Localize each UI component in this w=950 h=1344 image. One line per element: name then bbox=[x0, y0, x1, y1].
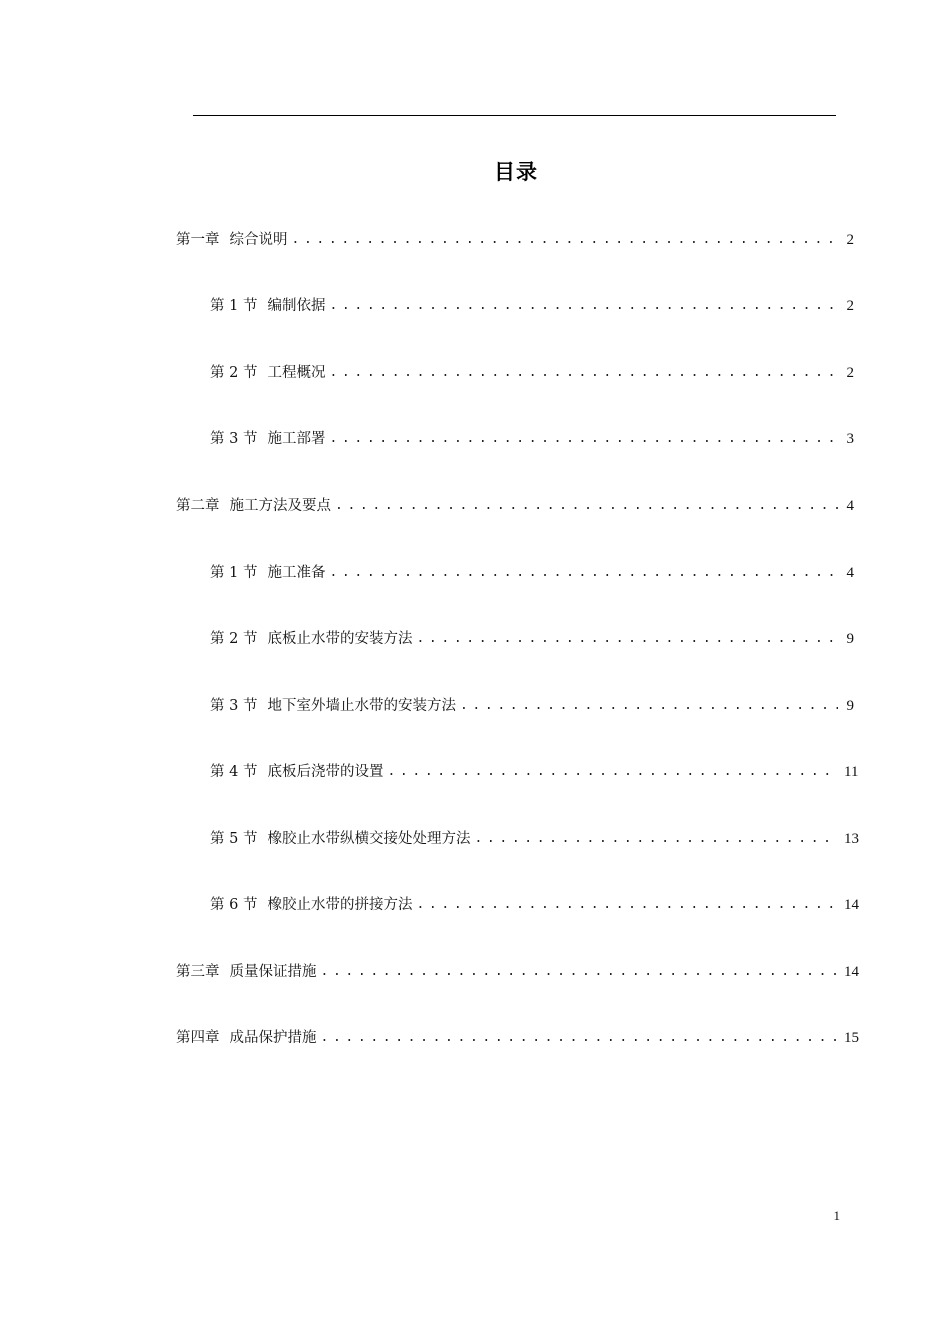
toc-entry-page: 14 bbox=[844, 897, 859, 913]
toc-entry-page: 3 bbox=[846, 431, 854, 447]
dot-leader bbox=[329, 428, 838, 450]
dot-leader bbox=[329, 562, 838, 584]
toc-entry-label: 第 4 节 bbox=[210, 764, 258, 780]
toc-entry-label: 第 5 节 bbox=[210, 831, 258, 847]
toc-entry-chapter-2[interactable] bbox=[176, 495, 854, 517]
toc-entry-title: 质量保证措施 bbox=[229, 964, 317, 980]
toc-entry-section-2-5[interactable] bbox=[210, 828, 859, 850]
toc-entry-page: 13 bbox=[844, 831, 859, 847]
toc-entry-page: 2 bbox=[846, 232, 854, 248]
dot-leader bbox=[387, 761, 838, 783]
toc-entry-section-2-3[interactable] bbox=[210, 695, 854, 717]
page-title: 目录 bbox=[494, 160, 538, 184]
toc-entry-label: 第 1 节 bbox=[210, 565, 258, 581]
toc-entry-label: 第 6 节 bbox=[210, 897, 258, 913]
toc-entry-page: 9 bbox=[846, 698, 854, 714]
toc-entry-title: 工程概况 bbox=[267, 365, 326, 381]
toc-entry-label: 第 3 节 bbox=[210, 698, 258, 714]
toc-entry-page: 9 bbox=[846, 631, 854, 647]
toc-entry-page: 14 bbox=[844, 964, 859, 980]
toc-entry-page: 2 bbox=[846, 365, 854, 381]
toc-entry-label: 第 2 节 bbox=[210, 631, 258, 647]
toc-entry-section-1-1[interactable] bbox=[210, 295, 854, 317]
toc-entry-title: 综合说明 bbox=[229, 232, 288, 248]
toc-entry-label: 第四章 bbox=[176, 1030, 220, 1046]
toc-entry-label: 第一章 bbox=[176, 232, 220, 248]
toc-entry-page: 11 bbox=[844, 764, 859, 780]
toc-entry-page: 4 bbox=[846, 565, 854, 581]
toc-entry-page: 2 bbox=[846, 298, 854, 314]
toc-entry-title: 施工准备 bbox=[267, 565, 326, 581]
dot-leader bbox=[292, 229, 839, 251]
toc-entry-page: 15 bbox=[844, 1030, 859, 1046]
page-number: 1 bbox=[833, 1208, 840, 1223]
toc-entry-chapter-1[interactable] bbox=[176, 229, 854, 251]
toc-entry-section-2-2[interactable] bbox=[210, 628, 854, 650]
header-rule bbox=[193, 115, 836, 116]
toc-entry-section-2-4[interactable] bbox=[210, 761, 859, 783]
dot-leader bbox=[321, 1027, 839, 1049]
toc-entry-title: 底板止水带的安装方法 bbox=[267, 631, 413, 647]
toc-entry-title: 编制依据 bbox=[267, 298, 326, 314]
toc-entry-title: 地下室外墙止水带的安装方法 bbox=[267, 698, 456, 714]
toc-entry-label: 第 1 节 bbox=[210, 298, 258, 314]
toc-entry-label: 第 3 节 bbox=[210, 431, 258, 447]
toc-entry-title: 底板后浇带的设置 bbox=[267, 764, 384, 780]
dot-leader bbox=[329, 295, 838, 317]
dot-leader bbox=[460, 695, 838, 717]
toc-entry-title: 成品保护措施 bbox=[229, 1030, 317, 1046]
toc-entry-section-1-2[interactable] bbox=[210, 362, 854, 384]
toc-entry-label: 第三章 bbox=[176, 964, 220, 980]
toc-entry-chapter-4[interactable] bbox=[176, 1027, 859, 1049]
toc-entry-title: 施工部署 bbox=[267, 431, 326, 447]
toc-entry-section-2-1[interactable] bbox=[210, 562, 854, 584]
toc-entry-section-2-6[interactable] bbox=[210, 894, 859, 916]
dot-leader bbox=[335, 495, 838, 517]
dot-leader bbox=[329, 362, 838, 384]
toc-entry-title: 施工方法及要点 bbox=[229, 498, 331, 514]
dot-leader bbox=[416, 628, 838, 650]
dot-leader bbox=[416, 894, 838, 916]
toc-entry-page: 4 bbox=[846, 498, 854, 514]
toc-entry-label: 第二章 bbox=[176, 498, 220, 514]
toc-entry-section-1-3[interactable] bbox=[210, 428, 854, 450]
dot-leader bbox=[474, 828, 838, 850]
toc-entry-title: 橡胶止水带的拼接方法 bbox=[267, 897, 413, 913]
dot-leader bbox=[321, 961, 839, 983]
toc-entry-label: 第 2 节 bbox=[210, 365, 258, 381]
toc-entry-chapter-3[interactable] bbox=[176, 961, 859, 983]
toc-entry-title: 橡胶止水带纵横交接处处理方法 bbox=[267, 831, 471, 847]
